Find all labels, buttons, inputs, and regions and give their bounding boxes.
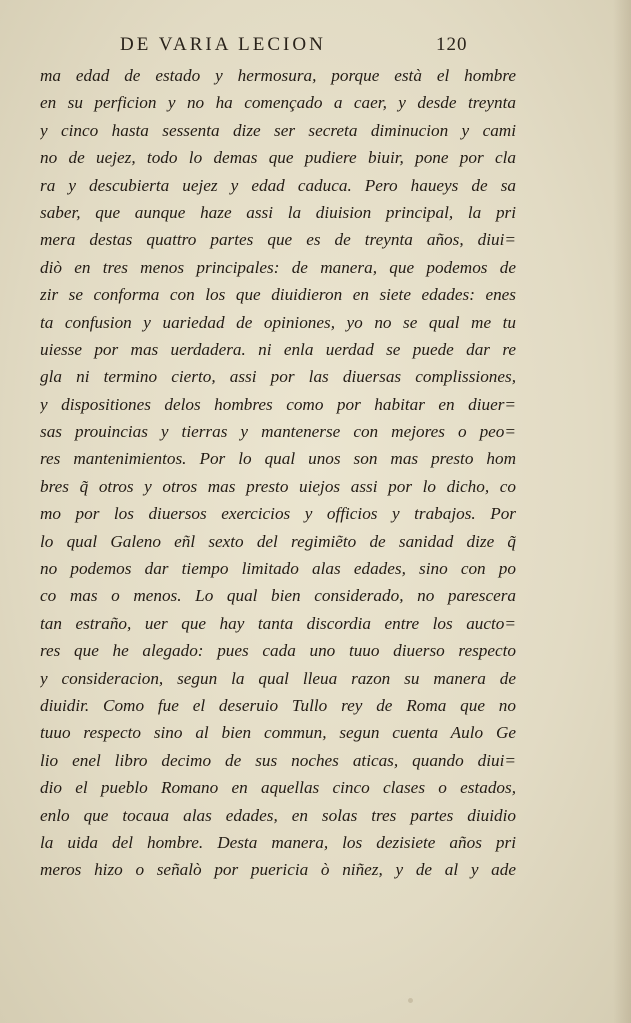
text-line: uiesse por mas uerdadera. ni enla uerdad se puede dar re xyxy=(40,339,516,359)
text-line: tuuo respecto sino al bien commun, segun cuenta Aulo Ge xyxy=(40,723,516,743)
text-line: meros hizo o señalò por puericia ò niñez, y de al y ade xyxy=(40,860,516,880)
body-text xyxy=(40,62,516,884)
text-line: y dispositiones delos hombres como por habitar en diuer= xyxy=(40,394,516,414)
text-line: ra y descubierta uejez y edad caduca. Pero haueys de sa xyxy=(40,175,516,195)
running-title: DE VARIA LECION xyxy=(120,34,326,55)
text-line: diuidir. Como fue el deseruio Tullo rey de Roma que no xyxy=(40,695,516,715)
text-line: en su perficion y no ha començado a caer, y desde treynta xyxy=(40,93,516,113)
text-line: lo qual Galeno eñl sexto del regimiẽto de sanidad dize q̃ xyxy=(40,531,516,551)
text-line: no de uejez, todo lo demas que pudiere biuir, pone por cla xyxy=(40,148,516,168)
text-line: y cinco hasta sessenta dize ser secreta diminucion y cami xyxy=(40,120,516,140)
text-line: lio enel libro decimo de sus noches aticas, quando diui= xyxy=(40,750,516,770)
text-line: gla ni termino cierto, assi por las diuersas complissiones, xyxy=(40,367,516,387)
text-line: co mas o menos. Lo qual bien considerado, no parescera xyxy=(40,586,516,606)
text-line: zir se conforma con los que diuidieron en siete edades: enes xyxy=(40,285,516,305)
text-line: no podemos dar tiempo limitado alas edades, sino con po xyxy=(40,559,516,579)
text-line: mera destas quattro partes que es de treynta años, diui= xyxy=(40,230,516,250)
page-header xyxy=(0,34,631,58)
text-line: bres q̃ otros y otros mas presto uiejos assi por lo dicho, co xyxy=(40,476,516,496)
text-line: diò en tres menos principales: de manera, que podemos de xyxy=(40,257,516,277)
paper-spot xyxy=(408,998,413,1003)
text-line: la uida del hombre. Desta manera, los dezisiete años pri xyxy=(40,832,516,852)
text-line: res que he alegado: pues cada uno tuuo diuerso respecto xyxy=(40,641,516,661)
text-line: y consideracion, segun la qual lleua razon su manera de xyxy=(40,668,516,688)
text-line: mo por los diuersos exercicios y officios y trabajos. Por xyxy=(40,504,516,524)
text-line: ma edad de estado y hermosura, porque està el hombre xyxy=(40,66,516,85)
text-line: enlo que tocaua alas edades, en solas tres partes diuidio xyxy=(40,805,516,825)
text-line: tan estraño, uer que hay tanta discordia entre los aucto= xyxy=(40,613,516,633)
page-number: 120 xyxy=(436,34,468,55)
text-line: res mantenimientos. Por lo qual unos son mas presto hom xyxy=(40,449,516,469)
text-line: sas prouincias y tierras y mantenerse con mejores o peo= xyxy=(40,422,516,442)
text-line: ta confusion y uariedad de opiniones, yo no se qual me tu xyxy=(40,312,516,332)
text-line: dio el pueblo Romano en aquellas cinco clases o estados, xyxy=(40,778,516,798)
text-line: saber, que aunque haze assi la diuision principal, la pri xyxy=(40,202,516,222)
